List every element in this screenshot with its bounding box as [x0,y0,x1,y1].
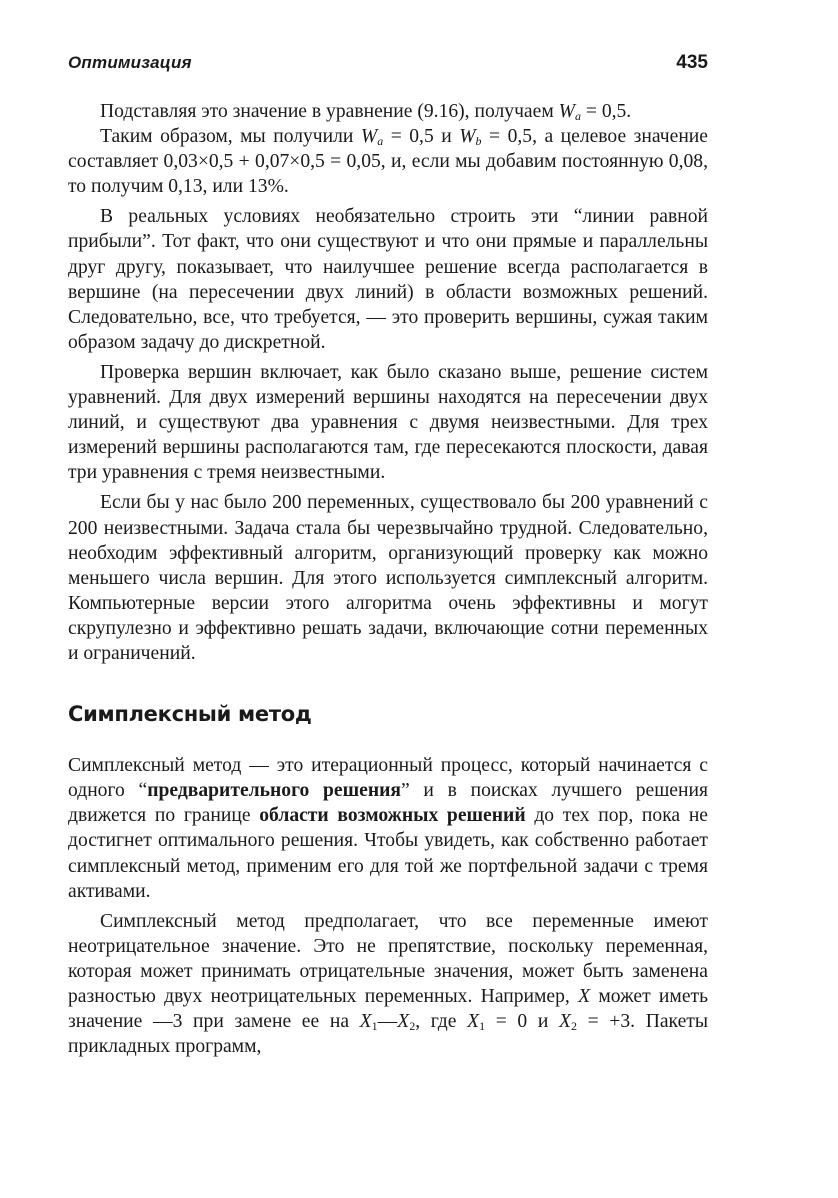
paragraph-1: Подставляя это значение в уравнение (9.16), получаем $W_a = 0,5$. [100,101,632,123]
paragraph-2: Таким образом, мы получили $W_a = 0,5$ и $W_b = 0,5$, а целевое значение составляет 0,03×0,5 + 0,07×0,5 = 0,05, и, если мы добавим постоянную 0,08, то получим 0,13, или 13%. [68,126,708,198]
var-w: W [558,101,575,122]
running-head [68,52,708,82]
paragraph-4: Проверка вершин включает, как было сказано выше, решение систем уравнений. Для двух измерений вершины находятся на пересечении двух линий, и существуют два уравнения с двумя неизвестными. Для трех измерений вершины располагаются там, где пересекаются плоскости, давая три уравнения с тремя неизвестными. [68,361,708,484]
paragraph-3: В реальных условиях необязательно строить эти “линии равной прибыли”. Тот факт, что они существуют и что они прямые и параллельны друг другу, показывает, что наилучшее решение всегда располагается в вершине (на пересечении двух линий) в области возможных решений. Следовательно, все, что требуется, — это проверить вершины, сужая таким образом задачу до дискретной. [68,206,708,353]
chapter-title: Оптимизация [68,53,192,72]
bold-term: области возможных решений [259,805,526,827]
body-text [68,99,708,1059]
section-heading: Симплексный метод [68,702,312,727]
book-page [68,52,708,1059]
page-number: 435 [676,52,708,73]
section-paragraph-1: Симплексный метод — это итерационный процесс, который начинается с одного “предварительного решения” и в поисках лучшего решения движется по границе области возможных решений до тех пор, пока не достигнет оптимального решения. Чтобы увидеть, как собственно работает симплексный метод, применим его для той же портфельной задачи с тремя активами. [68,755,708,902]
paragraph-5: Если бы у нас было 200 переменных, существовало бы 200 уравнений с 200 неизвестными. Задача стала бы черезвычайно трудной. Следовательно, необходим эффективный алгоритм, организующий проверку как можно меньшего числа вершин. Для этого используется симплексный алгоритм. Компьютерные версии этого алгоритма очень эффективны и могут скрупулезно и эффективно решать задачи, включающие сотни переменных и ограничений. [68,492,708,664]
section-paragraph-2: Симплексный метод предполагает, что все переменные имеют неотрицательное значение. Это не препятствие, поскольку переменная, которая может принимать отрицательные значения, может быть заменена разностью двух неотрицательных переменных. Например, X может иметь значение —3 при замене ее на $X_1—X_2$, где $X_1 = 0$ и $X_2 = +3$. Пакеты прикладных программ, [68,910,709,1058]
bold-term: предварительного решения [147,780,402,802]
